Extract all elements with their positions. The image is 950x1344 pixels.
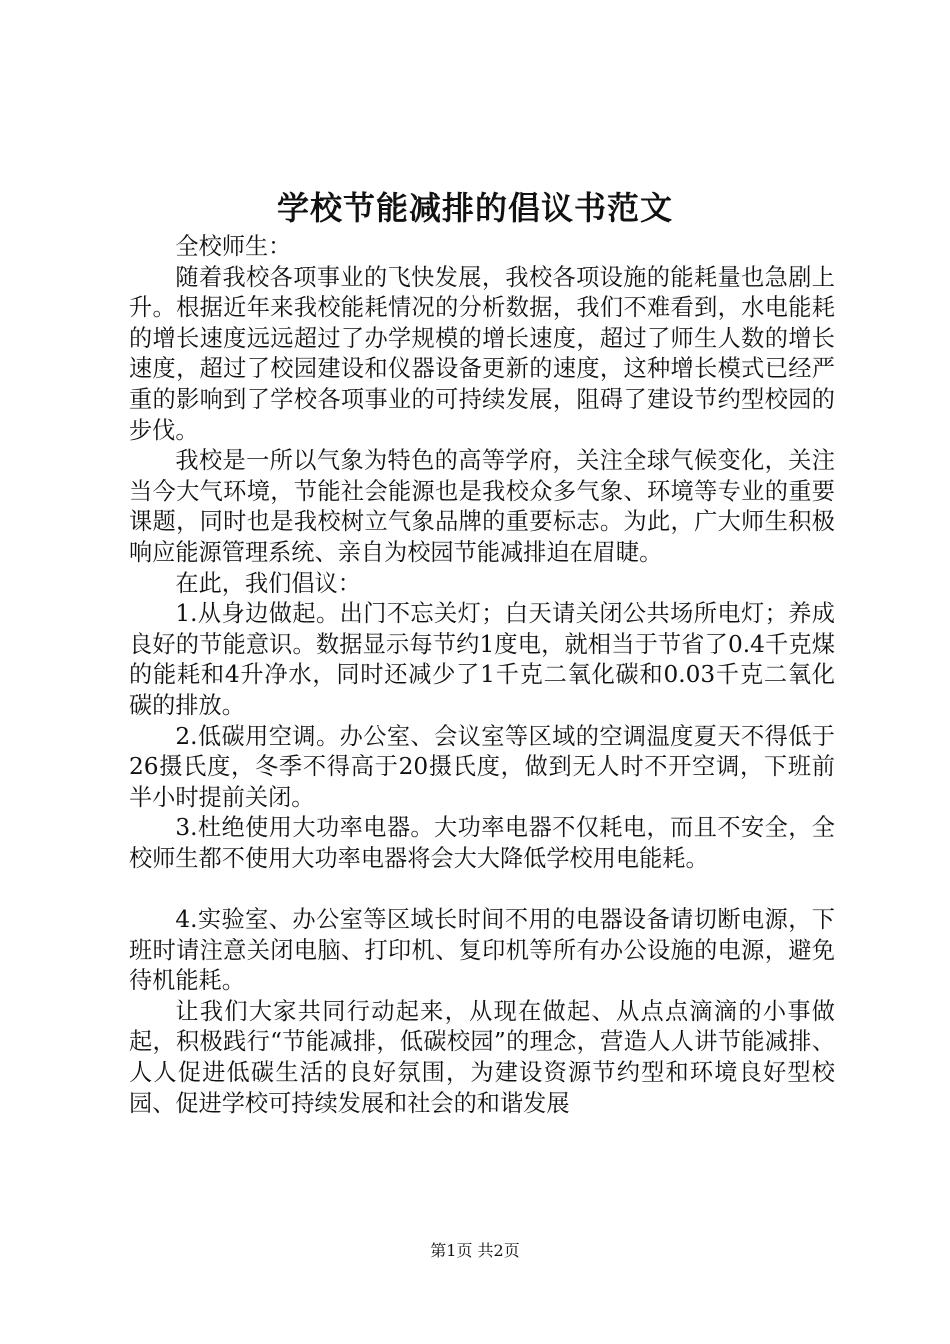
paragraph-intro: 随着我校各项事业的飞快发展，我校各项设施的能耗量也急剧上升。根据近年来我校能耗情况的分析数据，我们不难看到，水电能耗的增长速度远远超过了办学规模的增长速度，超过了师生人数的增长速度，超过了校园建设和仪器设备更新的速度，这种增长模式已经严重的影响到了学校各项事业的可持续发展，阻碍了建设节约型校园的步伐。 — [129, 263, 835, 444]
salutation: 全校师生： — [175, 233, 292, 260]
paragraph-closing: 让我们大家共同行动起来，从现在做起、从点点滴滴的小事做起，积极践行“节能减排，低碳校园”的理念，营造人人讲节能减排、人人促进低碳生活的良好氛围，为建设资源节约型和环境良好型校园、促进学校可持续发展和社会的和谐发展 — [129, 997, 835, 1117]
document-body — [129, 232, 835, 1119]
document-title: 学校节能减排的倡议书范文 — [276, 189, 673, 227]
paragraph-proposal-lead: 在此，我们倡议： — [175, 569, 361, 597]
proposal-item-3: 3.杜绝使用大功率电器。大功率电器不仅耗电，而且不安全，全校师生都不使用大功率电器将会大大降低学校用电能耗。 — [129, 814, 835, 872]
proposal-item-2: 2.低碳用空调。办公室、会议室等区域的空调温度夏天不得低于26摄氏度，冬季不得高于20摄氏度，做到无人时不开空调，下班前半小时提前关闭。 — [129, 722, 835, 811]
paragraph-background: 我校是一所以气象为特色的高等学府，关注全球气候变化，关注当今大气环境，节能社会能源也是我校众多气象、环境等专业的重要课题，同时也是我校树立气象品牌的重要标志。为此，广大师生积极响应能源管理系统、亲自为校园节能减排迫在眉睫。 — [129, 447, 835, 566]
proposal-item-4: 4.实验室、办公室等区域长时间不用的电器设备请切断电源，下班时请注意关闭电脑、打印机、复印机等所有办公设施的电源，避免待机能耗。 — [129, 906, 835, 995]
proposal-item-1: 1.从身边做起。出门不忘关灯；白天请关闭公共场所电灯；养成良好的节能意识。数据显示每节约1度电，就相当于节省了0.4千克煤的能耗和4升净水，同时还减少了1千克二氧化碳和0.03千克二氧化碳的排放。 — [129, 600, 835, 719]
page-footer: 第1页 共2页 — [430, 1241, 520, 1260]
